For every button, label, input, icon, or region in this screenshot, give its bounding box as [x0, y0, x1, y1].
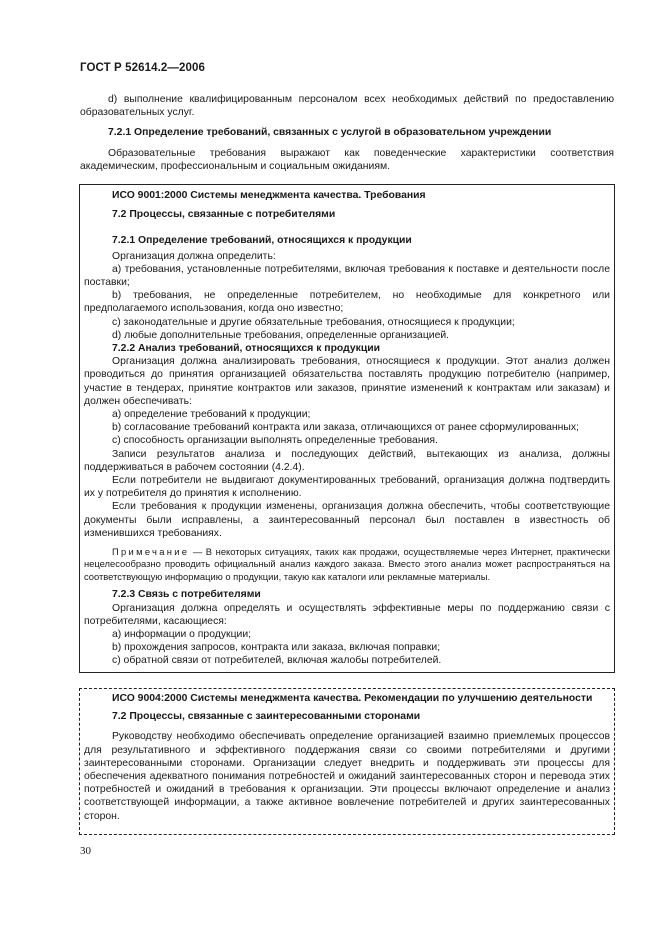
note-paragraph: [84, 546, 610, 583]
list-item-b: b) требования, не определенные потребителем, но необходимые для конкретного или предполагаемого использования, когда оно известно;: [84, 290, 610, 315]
paragraph-records: Записи результатов анализа и последующих действий, вытекающих из анализа, должны поддерживаться в рабочем состоянии (4.2.4).: [84, 448, 610, 473]
list-item-b2: b) согласование требований контракта или заказа, отличающихся от ранее сформулированных;: [112, 422, 579, 434]
heading-7-2-stakeholders: 7.2 Процессы, связанные с заинтересованными сторонами: [112, 711, 421, 723]
note-label: Примечание: [112, 546, 190, 558]
list-item-b3: b) прохождения запросов, контракта или заказа, включая поправки;: [112, 642, 441, 654]
paragraph-changes: Если требования к продукции изменены, организация должна обеспечить, чтобы соответствующие документы были исправлены, а заинтересованный персонал был поставлен в известность об изменившихся требованиях.: [84, 501, 610, 539]
paragraph-stakeholder-processes: Руководству необходимо обеспечивать определение организацией взаимно приемлемых процессов для результативного и эффективного поддержания связи со своими потребителями и другими заинтересованными сторонами. Организации следует внедрить и поддерживать эти процессы для обеспечения адекватного понимания потребностей и ожиданий заинтересованных сторон и перевода этих потребностей и ожиданий в требования к организации. Эти процессы включают определение и анализ соответствующей информации, а также активное вовлечение потребителей и других заинтересованных сторон.: [84, 731, 610, 822]
heading-7-2-3: 7.2.3 Связь с потребителями: [112, 589, 261, 601]
box-title-iso-9001: ИСО 9001:2000 Системы менеджмента качества. Требования: [112, 190, 426, 201]
heading-7-2-1: 7.2.1 Определение требований, относящихся к продукции: [112, 235, 412, 247]
list-item-c3: c) обратной связи от потребителей, включая жалобы потребителей.: [112, 655, 442, 667]
note-text: — В некоторых ситуациях, таких как продажи, осуществляемые через Интернет, практически нецелесообразно проводить официальный анализ каждого заказа. Вместо этого анализ может распространяться на соответствующую информацию о продукции, такую как каталоги или рекламные материалы.: [84, 546, 610, 582]
paragraph-confirm: Если потребители не выдвигают документированных требований, организация должна подтвердить их у потребителя до принятия к исполнению.: [84, 475, 610, 500]
list-item-c: c) законодательные и другие обязательные требования, относящиеся к продукции;: [112, 316, 515, 328]
list-item-a3: a) информации о продукции;: [112, 628, 252, 640]
box-title-iso-9004: ИСО 9004:2000 Системы менеджмента качества. Рекомендации по улучшению деятельности: [112, 693, 593, 704]
paragraph-review: Организация должна анализировать требования, относящиеся к продукции. Этот анализ должен проводиться до принятия организацией обязательства поставлять продукцию потребителю (например, участие в тендерах, принятие контрактов или заказов, принятие изменений к контрактам или заказам) и должен обеспечивать:: [84, 356, 610, 407]
heading-7-2-2: 7.2.2 Анализ требований, относящихся к продукции: [112, 343, 380, 355]
intro-section: [80, 93, 614, 173]
section-heading-7-2-1: 7.2.1 Определение требований, связанных с услугой в образовательном учреждении: [108, 127, 552, 139]
list-item-a: a) требования, установленные потребителями, включая требования к поставке и деятельности после поставки;: [84, 263, 610, 289]
page-number: 30: [80, 845, 91, 857]
paragraph-d: d) выполнение квалифицированным персоналом всех необходимых действий по предоставлению образовательных услуг.: [80, 94, 614, 119]
iso-9004-quote-box: [79, 688, 615, 835]
paragraph-communication: Организация должна определять и осуществлять эффективные меры по поддержанию связи с потребителями, касающиеся:: [84, 602, 610, 627]
iso-9001-quote-box: [79, 184, 615, 673]
list-item-a2: a) определение требований к продукции;: [112, 409, 311, 421]
paragraph-org-shall-determine: Организация должна определить:: [112, 250, 276, 262]
list-item-d: d) любые дополнительные требования, определенные организацией.: [112, 329, 450, 341]
heading-7-2: 7.2 Процессы, связанные с потребителями: [112, 209, 336, 221]
document-header: ГОСТ Р 52614.2—2006: [80, 62, 205, 74]
list-item-c2: c) способность организации выполнять определенные требования.: [112, 435, 438, 447]
paragraph-educational-requirements: Образовательные требования выражают как поведенческие характеристики соответствия академическим, профессиональным и социальным ожиданиям.: [80, 147, 614, 172]
